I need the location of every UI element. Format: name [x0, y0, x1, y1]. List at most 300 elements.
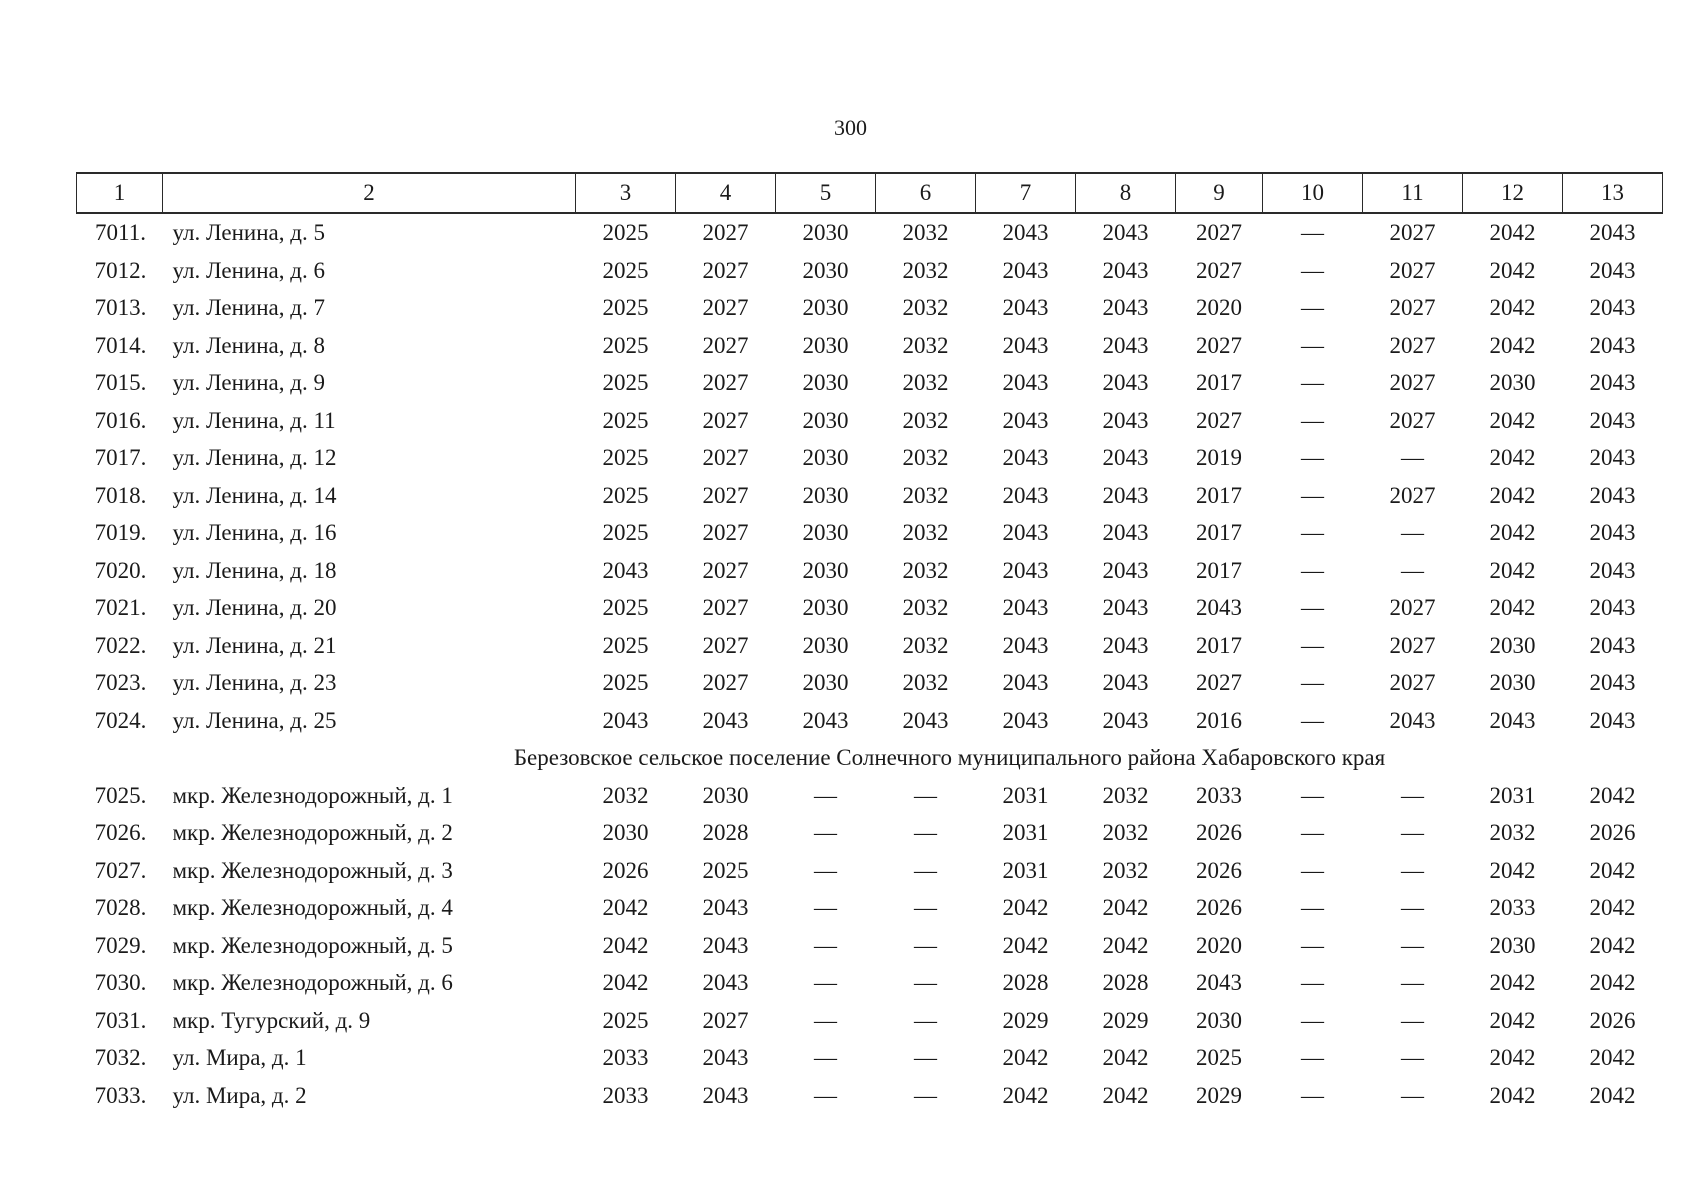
year-cell-col-10: — — [1301, 782, 1324, 808]
year-cell-col-5: 2030 — [802, 295, 849, 320]
year-cell-col-10: — — [1301, 932, 1324, 958]
year-cell-col-9: 2020 — [1196, 932, 1242, 958]
year-cell-col-8: 2028 — [1102, 970, 1149, 995]
year-cell-col-4: 2027 — [702, 370, 749, 395]
address-cell: ул. Мира, д. 1 — [172, 1045, 307, 1070]
year-cell-col-8: 2029 — [1102, 1007, 1149, 1033]
year-cell-col-11: 2027 — [1389, 295, 1436, 320]
table-row — [77, 552, 1663, 590]
row-number-cell: 7024. — [94, 707, 147, 733]
year-cell-col-4: 2027 — [702, 557, 749, 583]
year-cell-col-7: 2029 — [1002, 1007, 1049, 1033]
year-cell-col-9: 2017 — [1196, 482, 1242, 508]
table-body — [77, 213, 1663, 1114]
year-cell-col-13: 2043 — [1589, 295, 1636, 320]
row-number-cell: 7023. — [94, 670, 147, 695]
year-cell-col-10: — — [1301, 520, 1324, 545]
year-cell-col-12: 2042 — [1489, 1082, 1536, 1108]
row-number-cell: 7020. — [94, 557, 147, 583]
year-cell-col-3: 2025 — [602, 482, 649, 508]
year-cell-col-7: 2043 — [1002, 445, 1049, 470]
year-cell-col-5: — — [814, 782, 837, 808]
year-cell-col-9: 2017 — [1196, 557, 1242, 583]
row-number-cell: 7025. — [94, 782, 147, 808]
section-title: Березовское сельское поселение Солнечного муниципального района Хабаровского края — [513, 745, 1386, 770]
table-row — [77, 664, 1663, 702]
year-cell-col-9: 2043 — [1196, 595, 1242, 620]
year-cell-col-4: 2028 — [702, 820, 749, 845]
year-cell-col-12: 2042 — [1489, 332, 1536, 358]
year-cell-col-8: 2042 — [1102, 1045, 1149, 1070]
row-number-cell: 7013. — [94, 295, 147, 320]
year-cell-col-5: 2030 — [802, 632, 849, 658]
year-cell-col-7: 2043 — [1002, 220, 1049, 245]
year-cell-col-9: 2026 — [1196, 820, 1242, 845]
year-cell-col-9: 2017 — [1196, 520, 1242, 545]
year-cell-col-13: 2043 — [1589, 407, 1636, 433]
year-cell-col-6: — — [914, 1082, 937, 1108]
year-cell-col-12: 2042 — [1489, 595, 1536, 620]
year-cell-col-8: 2043 — [1102, 445, 1149, 470]
year-cell-col-6: 2043 — [902, 707, 949, 733]
year-cell-col-6: — — [914, 970, 937, 995]
address-cell: мкр. Тугурский, д. 9 — [172, 1007, 371, 1033]
year-cell-col-5: — — [814, 932, 837, 958]
schedule-table — [76, 172, 1663, 1114]
column-header-4: 4 — [676, 173, 776, 213]
year-cell-col-11: 2027 — [1389, 257, 1436, 283]
year-cell-col-11: — — [1401, 820, 1424, 845]
table-row — [77, 589, 1663, 627]
year-cell-col-8: 2043 — [1102, 595, 1149, 620]
year-cell-col-7: 2043 — [1002, 482, 1049, 508]
year-cell-col-12: 2042 — [1489, 257, 1536, 283]
year-cell-col-13: 2042 — [1589, 1082, 1636, 1108]
column-header-1: 1 — [77, 173, 163, 213]
address-cell: ул. Ленина, д. 8 — [172, 332, 325, 358]
year-cell-col-10: — — [1301, 1007, 1324, 1033]
year-cell-col-13: 2043 — [1589, 595, 1636, 620]
year-cell-col-12: 2043 — [1489, 707, 1536, 733]
year-cell-col-6: 2032 — [902, 257, 949, 283]
year-cell-col-7: 2043 — [1002, 257, 1049, 283]
row-number-cell: 7018. — [94, 482, 147, 508]
year-cell-col-11: — — [1401, 557, 1424, 583]
year-cell-col-7: 2042 — [1002, 932, 1049, 958]
table-row — [77, 889, 1663, 927]
year-cell-col-12: 2032 — [1489, 820, 1536, 845]
year-cell-col-4: 2027 — [702, 1007, 749, 1033]
row-number-cell: 7030. — [94, 970, 147, 995]
year-cell-col-7: 2043 — [1002, 595, 1049, 620]
year-cell-col-4: 2043 — [702, 1045, 749, 1070]
section-heading-row — [77, 739, 1663, 777]
year-cell-col-6: 2032 — [902, 407, 949, 433]
year-cell-col-11: 2027 — [1389, 220, 1436, 245]
year-cell-col-7: 2043 — [1002, 370, 1049, 395]
year-cell-col-6: 2032 — [902, 520, 949, 545]
address-cell: мкр. Железнодорожный, д. 2 — [172, 820, 453, 845]
year-cell-col-4: 2027 — [702, 407, 749, 433]
year-cell-col-3: 2033 — [602, 1045, 649, 1070]
year-cell-col-10: — — [1301, 707, 1324, 733]
table-row — [77, 477, 1663, 515]
year-cell-col-13: 2042 — [1589, 932, 1636, 958]
year-cell-col-5: — — [814, 820, 837, 845]
table-row — [77, 252, 1663, 290]
year-cell-col-5: — — [814, 857, 837, 883]
page-number: 300 — [834, 115, 867, 140]
year-cell-col-5: — — [814, 1082, 837, 1108]
year-cell-col-11: 2027 — [1389, 407, 1436, 433]
year-cell-col-4: 2043 — [702, 707, 749, 733]
year-cell-col-12: 2042 — [1489, 407, 1536, 433]
year-cell-col-5: — — [814, 1045, 837, 1070]
year-cell-col-9: 2027 — [1196, 407, 1242, 433]
table-row — [77, 852, 1663, 890]
year-cell-col-13: 2042 — [1589, 895, 1636, 920]
column-header-5: 5 — [776, 173, 876, 213]
year-cell-col-11: — — [1401, 1082, 1424, 1108]
year-cell-col-10: — — [1301, 857, 1324, 883]
column-header-9: 9 — [1176, 173, 1263, 213]
column-header-2: 2 — [163, 173, 576, 213]
year-cell-col-6: 2032 — [902, 445, 949, 470]
year-cell-col-5: 2030 — [802, 370, 849, 395]
year-cell-col-10: — — [1301, 482, 1324, 508]
year-cell-col-9: 2033 — [1196, 782, 1242, 808]
year-cell-col-12: 2042 — [1489, 295, 1536, 320]
year-cell-col-5: 2030 — [802, 407, 849, 433]
row-number-cell: 7011. — [95, 220, 146, 245]
year-cell-col-6: 2032 — [902, 632, 949, 658]
table-row — [77, 439, 1663, 477]
year-cell-col-8: 2043 — [1102, 557, 1149, 583]
year-cell-col-6: 2032 — [902, 595, 949, 620]
year-cell-col-9: 2025 — [1196, 1045, 1242, 1070]
year-cell-col-3: 2042 — [602, 895, 649, 920]
year-cell-col-7: 2043 — [1002, 557, 1049, 583]
year-cell-col-5: 2030 — [802, 482, 849, 508]
year-cell-col-13: 2042 — [1589, 782, 1636, 808]
year-cell-col-9: 2016 — [1196, 707, 1242, 733]
year-cell-col-3: 2025 — [602, 295, 649, 320]
year-cell-col-4: 2027 — [702, 595, 749, 620]
year-cell-col-4: 2027 — [702, 332, 749, 358]
year-cell-col-5: — — [814, 895, 837, 920]
table-row — [77, 289, 1663, 327]
year-cell-col-13: 2043 — [1589, 520, 1636, 545]
year-cell-col-6: — — [914, 782, 937, 808]
year-cell-col-10: — — [1301, 1045, 1324, 1070]
year-cell-col-12: 2030 — [1489, 932, 1536, 958]
address-cell: ул. Ленина, д. 6 — [172, 257, 325, 283]
year-cell-col-10: — — [1301, 895, 1324, 920]
schedule-table-wrapper — [76, 172, 1662, 1114]
year-cell-col-8: 2032 — [1102, 857, 1149, 883]
address-cell: ул. Ленина, д. 18 — [172, 557, 337, 583]
year-cell-col-12: 2042 — [1489, 445, 1536, 470]
year-cell-col-9: 2017 — [1196, 632, 1242, 658]
year-cell-col-3: 2025 — [602, 370, 649, 395]
year-cell-col-13: 2043 — [1589, 482, 1636, 508]
year-cell-col-11: — — [1401, 1045, 1424, 1070]
address-cell: ул. Ленина, д. 11 — [172, 407, 336, 433]
year-cell-col-5: 2030 — [802, 557, 849, 583]
year-cell-col-11: — — [1401, 970, 1424, 995]
year-cell-col-8: 2043 — [1102, 332, 1149, 358]
year-cell-col-13: 2042 — [1589, 970, 1636, 995]
year-cell-col-9: 2027 — [1196, 332, 1242, 358]
row-number-cell: 7015. — [94, 370, 147, 395]
year-cell-col-7: 2031 — [1002, 820, 1049, 845]
year-cell-col-6: 2032 — [902, 557, 949, 583]
year-cell-col-9: 2026 — [1196, 857, 1242, 883]
year-cell-col-8: 2043 — [1102, 257, 1149, 283]
year-cell-col-10: — — [1301, 257, 1324, 283]
year-cell-col-5: 2030 — [802, 257, 849, 283]
year-cell-col-10: — — [1301, 295, 1324, 320]
year-cell-col-12: 2042 — [1489, 970, 1536, 995]
address-cell: мкр. Железнодорожный, д. 3 — [172, 857, 453, 883]
row-number-cell: 7021. — [94, 595, 147, 620]
row-number-cell: 7032. — [94, 1045, 147, 1070]
year-cell-col-4: 2043 — [702, 970, 749, 995]
year-cell-col-8: 2043 — [1102, 220, 1149, 245]
table-row — [77, 514, 1663, 552]
year-cell-col-10: — — [1301, 970, 1324, 995]
year-cell-col-4: 2027 — [702, 670, 749, 695]
column-header-8: 8 — [1076, 173, 1176, 213]
address-cell: мкр. Железнодорожный, д. 1 — [172, 782, 453, 808]
year-cell-col-12: 2042 — [1489, 1045, 1536, 1070]
year-cell-col-9: 2030 — [1196, 1007, 1242, 1033]
year-cell-col-8: 2043 — [1102, 370, 1149, 395]
address-cell: ул. Ленина, д. 7 — [172, 295, 325, 320]
year-cell-col-13: 2043 — [1589, 445, 1636, 470]
year-cell-col-6: 2032 — [902, 670, 949, 695]
year-cell-col-5: 2030 — [802, 670, 849, 695]
year-cell-col-5: 2030 — [802, 220, 849, 245]
year-cell-col-11: 2027 — [1389, 670, 1436, 695]
year-cell-col-7: 2043 — [1002, 332, 1049, 358]
year-cell-col-4: 2043 — [702, 1082, 749, 1108]
year-cell-col-3: 2025 — [602, 595, 649, 620]
year-cell-col-10: — — [1301, 670, 1324, 695]
year-cell-col-6: 2032 — [902, 295, 949, 320]
year-cell-col-7: 2043 — [1002, 295, 1049, 320]
year-cell-col-11: — — [1401, 520, 1424, 545]
column-header-3: 3 — [576, 173, 676, 213]
year-cell-col-6: 2032 — [902, 220, 949, 245]
year-cell-col-7: 2043 — [1002, 407, 1049, 433]
year-cell-col-12: 2030 — [1489, 632, 1536, 658]
table-row — [77, 402, 1663, 440]
year-cell-col-13: 2043 — [1589, 670, 1636, 695]
row-number-cell: 7012. — [94, 257, 147, 283]
year-cell-col-3: 2033 — [602, 1082, 649, 1108]
year-cell-col-13: 2026 — [1589, 1007, 1636, 1033]
year-cell-col-3: 2025 — [602, 670, 649, 695]
year-cell-col-7: 2043 — [1002, 520, 1049, 545]
year-cell-col-5: 2030 — [802, 595, 849, 620]
year-cell-col-3: 2025 — [602, 257, 649, 283]
table-row — [77, 964, 1663, 1002]
year-cell-col-8: 2032 — [1102, 820, 1149, 845]
year-cell-col-5: 2030 — [802, 332, 849, 358]
year-cell-col-10: — — [1301, 632, 1324, 658]
year-cell-col-9: 2027 — [1196, 257, 1242, 283]
address-cell: ул. Ленина, д. 5 — [172, 220, 325, 245]
year-cell-col-11: — — [1401, 857, 1424, 883]
address-cell: ул. Ленина, д. 12 — [172, 445, 337, 470]
year-cell-col-12: 2042 — [1489, 220, 1536, 245]
address-cell: ул. Ленина, д. 14 — [172, 482, 337, 508]
year-cell-col-6: — — [914, 857, 937, 883]
row-number-cell: 7022. — [94, 632, 147, 658]
year-cell-col-8: 2043 — [1102, 295, 1149, 320]
year-cell-col-3: 2030 — [602, 820, 649, 845]
table-row — [77, 927, 1663, 965]
year-cell-col-3: 2025 — [602, 520, 649, 545]
row-number-cell: 7029. — [94, 932, 147, 958]
year-cell-col-13: 2042 — [1589, 1045, 1636, 1070]
year-cell-col-4: 2027 — [702, 257, 749, 283]
row-number-cell: 7017. — [94, 445, 147, 470]
year-cell-col-13: 2043 — [1589, 220, 1636, 245]
year-cell-col-3: 2032 — [602, 782, 649, 808]
address-cell: мкр. Железнодорожный, д. 6 — [172, 970, 453, 995]
year-cell-col-3: 2043 — [602, 557, 649, 583]
table-row — [77, 702, 1663, 740]
year-cell-col-3: 2025 — [602, 445, 649, 470]
year-cell-col-3: 2042 — [602, 970, 649, 995]
year-cell-col-9: 2027 — [1196, 670, 1242, 695]
year-cell-col-11: — — [1401, 782, 1424, 808]
year-cell-col-7: 2043 — [1002, 632, 1049, 658]
year-cell-col-12: 2030 — [1489, 670, 1536, 695]
year-cell-col-7: 2042 — [1002, 895, 1049, 920]
year-cell-col-3: 2026 — [602, 857, 649, 883]
year-cell-col-8: 2043 — [1102, 407, 1149, 433]
table-row — [77, 213, 1663, 252]
address-cell: ул. Ленина, д. 20 — [172, 595, 337, 620]
table-row — [77, 1002, 1663, 1040]
year-cell-col-11: 2027 — [1389, 632, 1436, 658]
year-cell-col-11: 2027 — [1389, 482, 1436, 508]
year-cell-col-8: 2043 — [1102, 482, 1149, 508]
year-cell-col-8: 2043 — [1102, 670, 1149, 695]
year-cell-col-8: 2042 — [1102, 895, 1149, 920]
column-header-13: 13 — [1563, 173, 1663, 213]
column-header-12: 12 — [1463, 173, 1563, 213]
address-cell: ул. Ленина, д. 9 — [172, 370, 325, 395]
year-cell-col-4: 2025 — [702, 857, 749, 883]
row-number-cell: 7016. — [94, 407, 147, 433]
column-header-6: 6 — [876, 173, 976, 213]
year-cell-col-11: — — [1401, 1007, 1424, 1033]
year-cell-col-8: 2042 — [1102, 1082, 1149, 1108]
table-row — [77, 1077, 1663, 1115]
row-number-cell: 7026. — [94, 820, 147, 845]
year-cell-col-7: 2042 — [1002, 1082, 1049, 1108]
year-cell-col-3: 2042 — [602, 932, 649, 958]
year-cell-col-13: 2043 — [1589, 332, 1636, 358]
column-header-10: 10 — [1263, 173, 1363, 213]
address-cell: мкр. Железнодорожный, д. 4 — [172, 895, 453, 920]
year-cell-col-3: 2025 — [602, 332, 649, 358]
year-cell-col-10: — — [1301, 220, 1324, 245]
year-cell-col-11: 2027 — [1389, 332, 1436, 358]
year-cell-col-6: — — [914, 895, 937, 920]
year-cell-col-10: — — [1301, 557, 1324, 583]
year-cell-col-3: 2025 — [602, 1007, 649, 1033]
year-cell-col-10: — — [1301, 370, 1324, 395]
row-number-cell: 7027. — [94, 857, 147, 883]
year-cell-col-13: 2043 — [1589, 557, 1636, 583]
year-cell-col-4: 2027 — [702, 520, 749, 545]
table-header — [77, 173, 1663, 213]
address-cell: ул. Ленина, д. 25 — [172, 707, 337, 733]
address-cell: ул. Ленина, д. 16 — [172, 520, 337, 545]
year-cell-col-7: 2031 — [1002, 782, 1049, 808]
year-cell-col-9: 2020 — [1196, 295, 1242, 320]
year-cell-col-8: 2043 — [1102, 632, 1149, 658]
column-header-11: 11 — [1363, 173, 1463, 213]
year-cell-col-10: — — [1301, 820, 1324, 845]
year-cell-col-11: 2027 — [1389, 370, 1436, 395]
row-number-cell: 7019. — [94, 520, 147, 545]
year-cell-col-12: 2042 — [1489, 1007, 1536, 1033]
address-cell: ул. Ленина, д. 23 — [172, 670, 337, 695]
year-cell-col-6: — — [914, 820, 937, 845]
year-cell-col-12: 2033 — [1489, 895, 1536, 920]
table-row — [77, 814, 1663, 852]
year-cell-col-11: — — [1401, 895, 1424, 920]
year-cell-col-9: 2043 — [1196, 970, 1242, 995]
year-cell-col-13: 2043 — [1589, 632, 1636, 658]
year-cell-col-8: 2032 — [1102, 782, 1149, 808]
header-row — [77, 173, 1663, 213]
year-cell-col-11: 2043 — [1389, 707, 1436, 733]
year-cell-col-4: 2027 — [702, 482, 749, 508]
row-number-cell: 7031. — [94, 1007, 147, 1033]
year-cell-col-6: — — [914, 1045, 937, 1070]
year-cell-col-7: 2043 — [1002, 670, 1049, 695]
row-number-cell: 7028. — [94, 895, 147, 920]
year-cell-col-10: — — [1301, 445, 1324, 470]
year-cell-col-11: — — [1401, 932, 1424, 958]
year-cell-col-12: 2042 — [1489, 557, 1536, 583]
year-cell-col-4: 2027 — [702, 220, 749, 245]
year-cell-col-10: — — [1301, 407, 1324, 433]
year-cell-col-3: 2025 — [602, 407, 649, 433]
year-cell-col-12: 2042 — [1489, 857, 1536, 883]
table-row — [77, 327, 1663, 365]
year-cell-col-11: 2027 — [1389, 595, 1436, 620]
year-cell-col-13: 2026 — [1589, 820, 1636, 845]
year-cell-col-9: 2029 — [1196, 1082, 1242, 1108]
year-cell-col-13: 2043 — [1589, 370, 1636, 395]
year-cell-col-10: — — [1301, 595, 1324, 620]
table-row — [77, 364, 1663, 402]
year-cell-col-12: 2042 — [1489, 520, 1536, 545]
year-cell-col-5: 2030 — [802, 520, 849, 545]
address-cell: ул. Ленина, д. 21 — [172, 632, 337, 658]
year-cell-col-7: 2042 — [1002, 1045, 1049, 1070]
year-cell-col-3: 2043 — [602, 707, 649, 733]
year-cell-col-6: — — [914, 1007, 937, 1033]
